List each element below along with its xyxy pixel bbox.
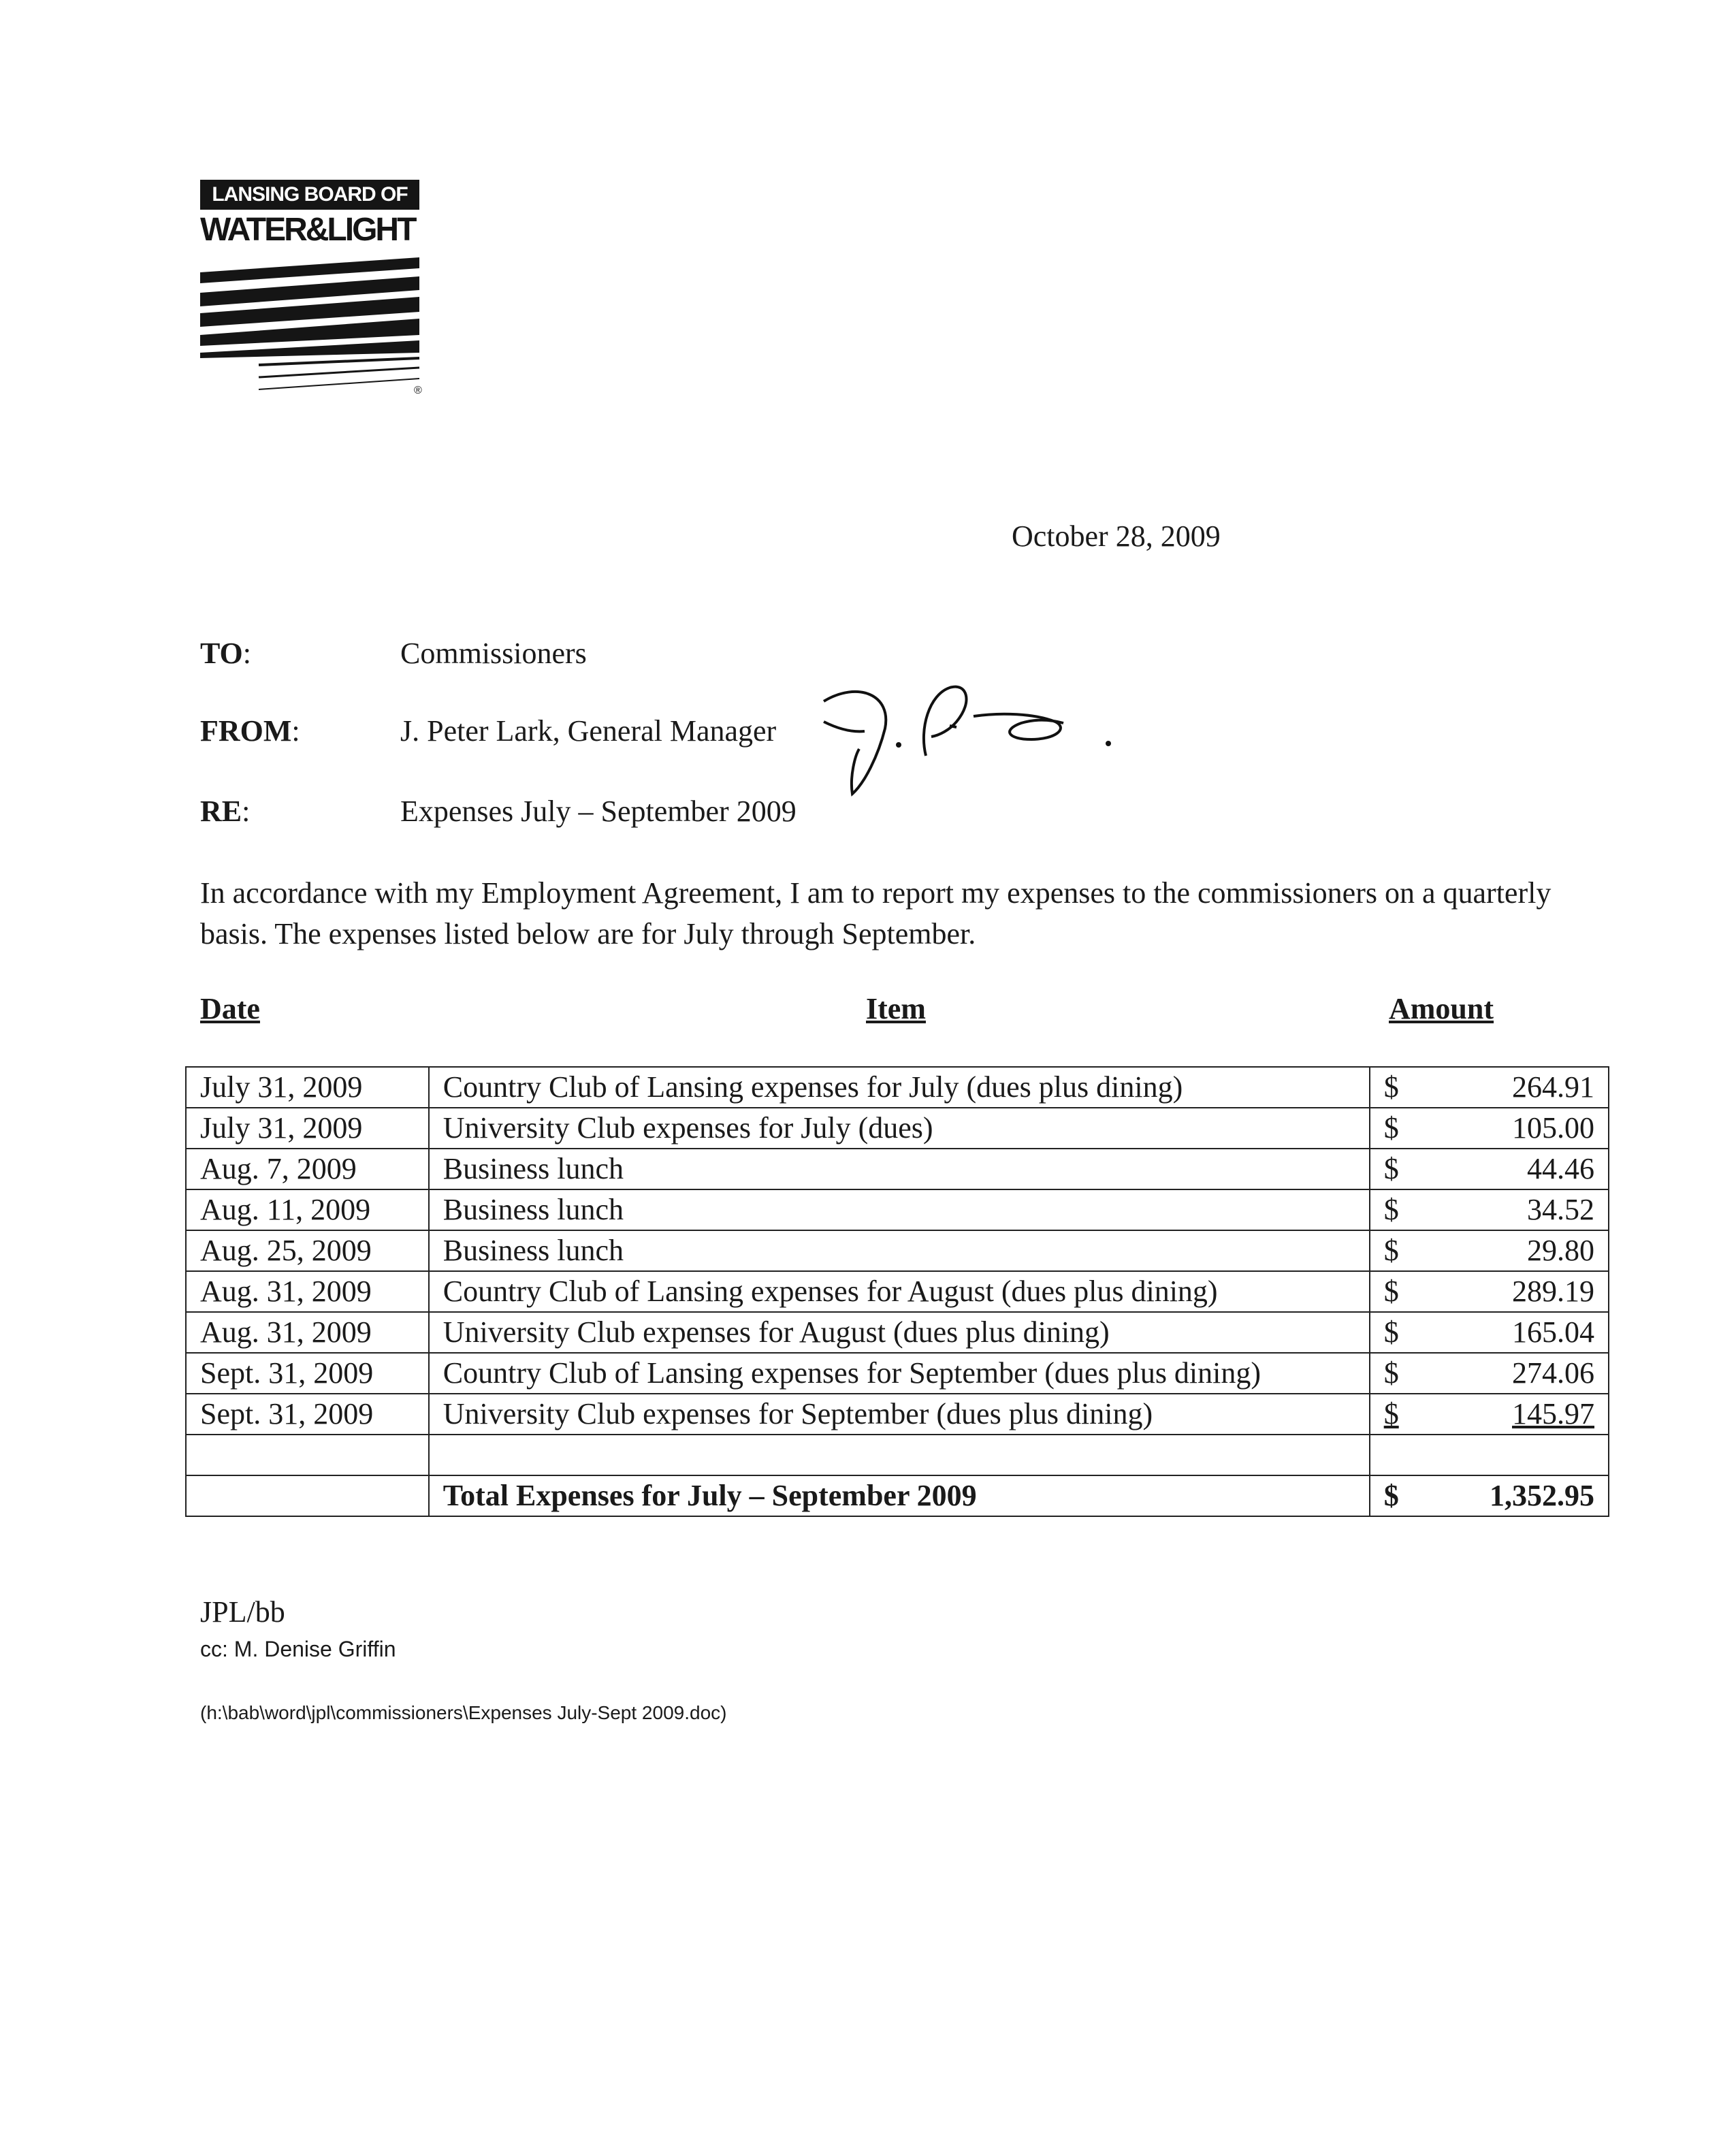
from-label: FROM: <box>200 714 300 748</box>
amount-cell <box>1370 1230 1609 1271</box>
currency-symbol: $ <box>1383 1152 1399 1185</box>
amount-cell <box>1370 1189 1609 1230</box>
column-header-date: Date <box>200 992 260 1025</box>
from-value: J. Peter Lark, General Manager <box>400 714 777 748</box>
currency-symbol: $ <box>1383 1479 1399 1512</box>
to-label: TO: <box>200 637 252 670</box>
table-row <box>186 1189 1609 1230</box>
intro-paragraph: In accordance with my Employment Agreement, I am to report my expenses to the commissioners on a quarterly basis. The expenses listed below are for July through September. <box>200 876 1552 950</box>
table-row <box>186 1149 1609 1189</box>
table-row <box>186 1108 1609 1149</box>
expenses-table <box>185 1066 1609 1517</box>
total-amount: 1,352.95 <box>1490 1479 1594 1512</box>
date-cell: Aug. 31, 2009 <box>186 1271 429 1312</box>
typist-initials: JPL/bb <box>200 1595 285 1629</box>
file-path: (h:\bab\word\jpl\commissioners\Expenses July-Sept 2009.doc) <box>200 1702 727 1723</box>
date-cell: July 31, 2009 <box>186 1067 429 1108</box>
item-cell: University Club expenses for September (dues plus dining) <box>429 1394 1370 1435</box>
re-value: Expenses July – September 2009 <box>400 795 797 828</box>
table-row <box>186 1394 1609 1435</box>
logo-stripes-icon <box>200 251 425 398</box>
currency-symbol: $ <box>1383 1315 1399 1349</box>
column-header-amount: Amount <box>1389 992 1494 1025</box>
column-header-item: Item <box>866 992 926 1025</box>
company-logo <box>200 180 425 398</box>
total-row <box>186 1475 1609 1516</box>
amount-value: 105.00 <box>1512 1111 1594 1145</box>
table-row <box>186 1312 1609 1353</box>
amount-cell <box>1370 1353 1609 1394</box>
item-cell: Country Club of Lansing expenses for July (dues plus dining) <box>429 1067 1370 1108</box>
date-cell: Aug. 11, 2009 <box>186 1189 429 1230</box>
table-row <box>186 1353 1609 1394</box>
cc-line: cc: M. Denise Griffin <box>200 1637 396 1661</box>
table-row <box>186 1230 1609 1271</box>
logo-registered-mark: ® <box>414 385 422 396</box>
currency-symbol: $ <box>1383 1275 1399 1308</box>
amount-value: 34.52 <box>1527 1193 1594 1226</box>
currency-symbol: $ <box>1383 1193 1399 1226</box>
item-cell: University Club expenses for August (dues plus dining) <box>429 1312 1370 1353</box>
amount-cell <box>1370 1271 1609 1312</box>
item-cell: University Club expenses for July (dues) <box>429 1108 1370 1149</box>
item-cell: Country Club of Lansing expenses for September (dues plus dining) <box>429 1353 1370 1394</box>
currency-symbol: $ <box>1383 1397 1399 1430</box>
signature-icon <box>810 674 1137 803</box>
amount-cell <box>1370 1312 1609 1353</box>
date-cell: Aug. 7, 2009 <box>186 1149 429 1189</box>
item-cell: Business lunch <box>429 1230 1370 1271</box>
date-cell: Aug. 25, 2009 <box>186 1230 429 1271</box>
amount-value: 165.04 <box>1512 1315 1594 1349</box>
logo-line-1: LANSING BOARD OF <box>200 180 419 210</box>
amount-cell <box>1370 1108 1609 1149</box>
amount-value: 145.97 <box>1512 1397 1594 1430</box>
currency-symbol: $ <box>1383 1070 1399 1104</box>
amount-value: 29.80 <box>1527 1234 1594 1267</box>
total-amount-cell <box>1370 1475 1609 1516</box>
amount-cell <box>1370 1067 1609 1108</box>
amount-value: 264.91 <box>1512 1070 1594 1104</box>
date-cell: Sept. 31, 2009 <box>186 1394 429 1435</box>
amount-value: 274.06 <box>1512 1356 1594 1390</box>
logo-line-2: WATER&LIGHT <box>200 212 415 248</box>
table-row <box>186 1271 1609 1312</box>
to-value: Commissioners <box>400 637 587 670</box>
currency-symbol: $ <box>1383 1356 1399 1390</box>
total-label: Total Expenses for July – September 2009 <box>429 1475 1370 1516</box>
table-row <box>186 1067 1609 1108</box>
amount-cell <box>1370 1394 1609 1435</box>
item-cell: Country Club of Lansing expenses for August (dues plus dining) <box>429 1271 1370 1312</box>
amount-value: 289.19 <box>1512 1275 1594 1308</box>
date-cell: July 31, 2009 <box>186 1108 429 1149</box>
amount-cell <box>1370 1149 1609 1189</box>
currency-symbol: $ <box>1383 1234 1399 1267</box>
date-cell: Aug. 31, 2009 <box>186 1312 429 1353</box>
amount-value: 44.46 <box>1527 1152 1594 1185</box>
date-cell: Sept. 31, 2009 <box>186 1353 429 1394</box>
blank-row <box>186 1435 1609 1475</box>
item-cell: Business lunch <box>429 1149 1370 1189</box>
currency-symbol: $ <box>1383 1111 1399 1145</box>
item-cell: Business lunch <box>429 1189 1370 1230</box>
letter-date: October 28, 2009 <box>1012 519 1221 553</box>
re-label: RE: <box>200 795 251 828</box>
